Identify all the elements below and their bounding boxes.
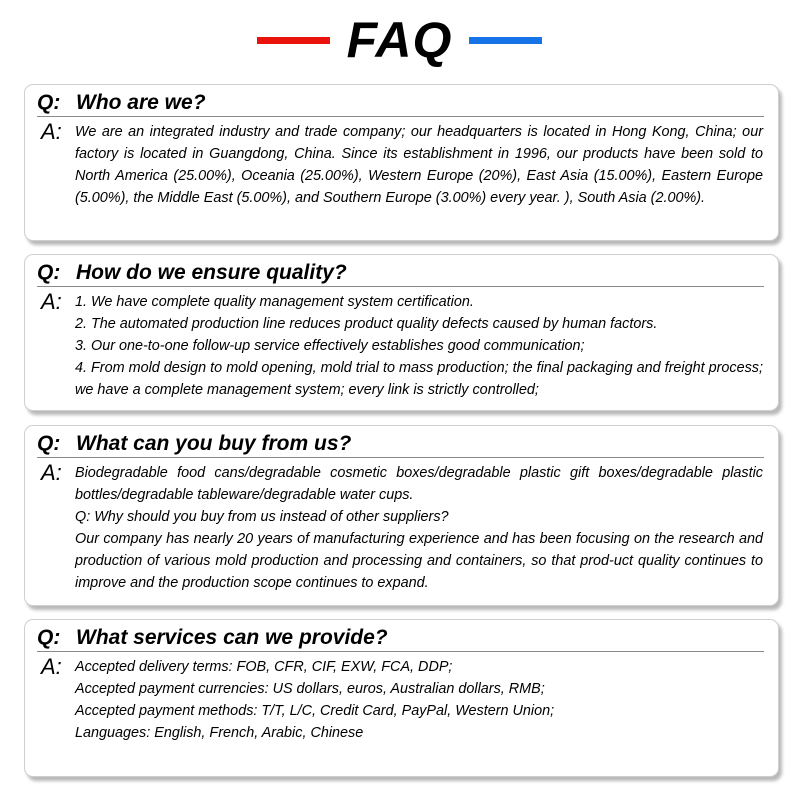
answer-line: 4. From mold design to mold opening, mold trial to mass production; the final packaging and freight process; we have a complete management system; every link is strictly controlled;	[75, 360, 763, 398]
answer-line: Accepted payment methods: T/T, L/C, Credit Card, PayPal, Western Union;	[75, 703, 555, 719]
question-prefix: Q:	[37, 432, 61, 455]
faq-card-services	[24, 619, 779, 777]
answer-prefix: A:	[41, 654, 62, 679]
question-text: What can you buy from us?	[76, 432, 352, 455]
question-prefix: Q:	[37, 91, 61, 114]
question-text: How do we ensure quality?	[76, 261, 347, 284]
question-prefix: Q:	[37, 261, 61, 284]
answer-sub-question: Q: Why should you buy from us instead of other suppliers?	[75, 509, 449, 525]
question-row	[37, 624, 764, 652]
answer-line: Languages: English, French, Arabic, Chinese	[75, 725, 364, 741]
answer-prefix: A:	[41, 119, 62, 144]
page-title: FAQ	[346, 12, 453, 68]
answer-line: 2. The automated production line reduces product quality defects caused by human factors.	[75, 316, 658, 332]
answer-text	[75, 462, 763, 594]
question-row	[37, 259, 764, 287]
answer-prefix: A:	[41, 289, 62, 314]
answer-text	[75, 656, 763, 744]
answer-line: Accepted payment currencies: US dollars, euros, Australian dollars, RMB;	[75, 681, 545, 697]
answer-text	[75, 291, 763, 401]
question-row	[37, 89, 764, 117]
question-text: Who are we?	[76, 91, 206, 114]
answer-paragraph: We are an integrated industry and trade company; our headquarters is located in Hong Kong, China; our factory is located in Guangdong, China. Since its establishment in 1996, our products have been sold to North America (25.00%), Oceania (25.00%), Western Europe (20%), East Asia (15.00%), Eastern Europe (5.00%), the Middle East (5.00%), and Southern Europe (3.00%) every year. ), South Asia (2.00%).	[75, 124, 763, 206]
answer-prefix: A:	[41, 460, 62, 485]
blue-accent-bar	[469, 37, 542, 44]
answer-line: 1. We have complete quality management system certification.	[75, 294, 474, 310]
faq-header	[0, 0, 800, 80]
question-text: What services can we provide?	[76, 626, 388, 649]
answer-line: Accepted delivery terms: FOB, CFR, CIF, EXW, FCA, DDP;	[75, 659, 453, 675]
answer-text	[75, 121, 763, 209]
answer-paragraph: Our company has nearly 20 years of manufacturing experience and has been focusing on the research and production of various mold production and processing and containers, so that prod-uct quality continues to improve and the production scope continues to expand.	[75, 531, 763, 591]
answer-paragraph: Biodegradable food cans/degradable cosmetic boxes/degradable plastic gift boxes/degradable plastic bottles/degradable tableware/degradable water cups.	[75, 465, 763, 503]
answer-line: 3. Our one-to-one follow-up service effectively establishes good communication;	[75, 338, 585, 354]
faq-card-buy	[24, 425, 779, 606]
question-prefix: Q:	[37, 626, 61, 649]
red-accent-bar	[257, 37, 330, 44]
faq-card-quality	[24, 254, 779, 411]
question-row	[37, 430, 764, 458]
faq-card-who-are-we	[24, 84, 779, 241]
